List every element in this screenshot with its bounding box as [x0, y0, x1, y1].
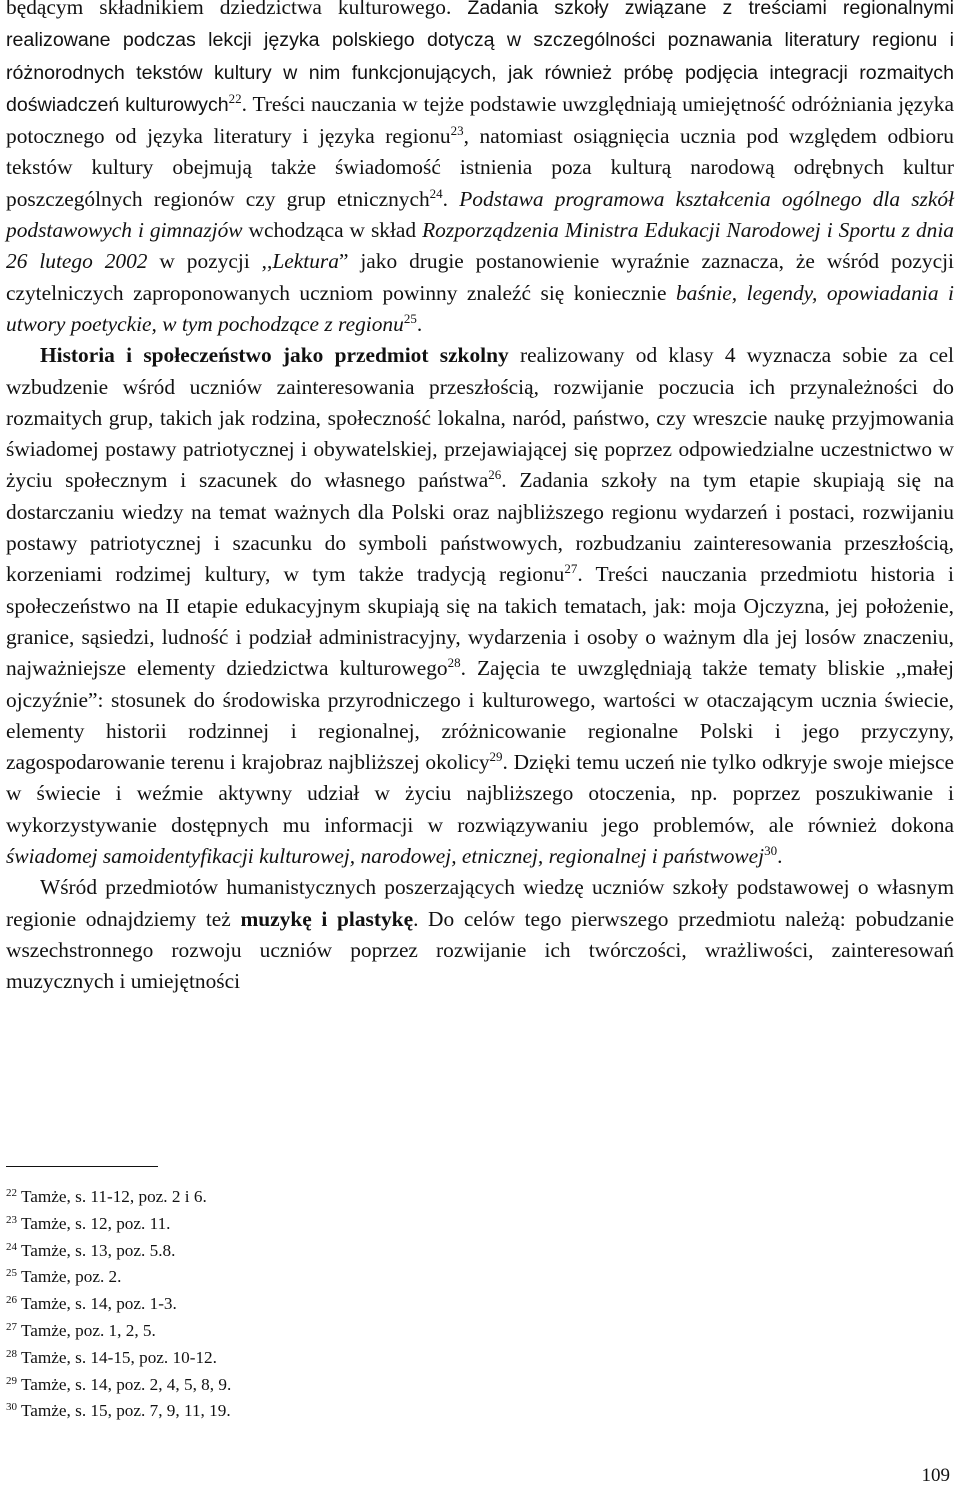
footnote-text: Tamże, poz. 2. [21, 1267, 122, 1287]
footnote-reference: 26 [488, 467, 502, 483]
text-run: . Treści nauczania przedmiotu historia i społeczeństwo na II etapie edukacyjnym skupiają się na takich tematach, jak: moja Ojczyzna, jej położenie, granice, sąsiedzi, ludność i podział administracyjny, wydarzenia i osoby o ważnym dla jej losów znaczeniu, najważniejsze elementy dziedzictwa kulturowego [6, 562, 954, 681]
footnote [6, 1345, 946, 1372]
footnote-text: Tamże, s. 14, poz. 2, 4, 5, 8, 9. [21, 1374, 232, 1394]
text-run: wchodząca w skład [242, 218, 423, 243]
footnote-text: Tamże, poz. 1, 2, 5. [21, 1320, 156, 1340]
footnote [6, 1398, 946, 1425]
footnote-reference: 27 [564, 561, 578, 577]
footnote-reference: 28 [447, 655, 461, 671]
footnote-number: 22 [6, 1187, 17, 1199]
footnotes [6, 1184, 946, 1425]
footnote-reference: 23 [450, 123, 464, 139]
page-number: 109 [921, 1465, 950, 1486]
text-run: . Dzięki temu uczeń nie tylko odkryje swoje miejsce w świecie i weźmie aktywny udział w życiu najbliższego otoczenia, np. poprzez poszukiwanie i wykorzystywanie dostępnych mu informacji w rozwiązywaniu jego problemów, ale również dokona [6, 750, 954, 837]
text-run: realizowany od klasy 4 wyznacza sobie za cel wzbudzenie wśród uczniów zainteresowania przeszłością, rozwijanie poczucia ich przynależności do rozmaitych grup, takich jak rodzina, społeczność lokalna, naród, państwo, czy wreszcie naukę przyjmowania świadomej postawy patriotycznej i obywatelskiej, przejawiającej się poprzez odpowiedzialne uczestnictwo w życiu społecznym i szacunek do własnego państwa [6, 343, 954, 493]
bold-text: Historia i społeczeństwo jako przedmiot szkolny [40, 343, 509, 368]
footnote-text: Tamże, s. 11-12, poz. 2 i 6. [21, 1187, 207, 1206]
text-run: . Zadania szkoły na tym etapie skupiają się na dostarczaniu wiedzy na temat ważnych dla Polski oraz najbliższego regionu wydarzeń i postaci, rozwijaniu postawy patriotycznej i szacunku do symboli państwowych, rozbudzaniu zainteresowania przeszłością, korzeniami rodzimej kultury, w tym także tradycją regionu [6, 468, 954, 587]
text-run: . Treści nauczania w tejże podstawie uwzględniają umiejętność odróżniania języka potocznego od języka literatury i języka regionu [6, 91, 954, 149]
text-run: w pozycji ,, [147, 249, 273, 274]
text-run: ” jako drugie postanowienie wyraźnie zaznacza, że wśród pozycji czytelniczych zaproponowanych uczniom powinny znaleźć się koniecznie [6, 249, 954, 305]
footnote [6, 1184, 946, 1211]
footnote-text: Tamże, s. 15, poz. 7, 9, 11, 19. [21, 1401, 231, 1421]
text-run: . [442, 186, 460, 211]
footnote-number: 25 [6, 1267, 17, 1280]
italic-text: Podstawa programowa kształcenia ogólnego dla szkół podstawowych i gimnazjów [6, 186, 954, 243]
footnote [6, 1264, 946, 1291]
footnote-reference: 29 [489, 749, 503, 765]
body-text [6, 0, 954, 998]
footnote [6, 1291, 946, 1318]
text-run: . Do celów tego pierwszego przedmiotu należą: pobudzanie wszechstronnego rozwoju uczniów poprzez rozwijanie ich twórczości, wrażliwości, zainteresowań muzycznych i umiejętności [6, 906, 954, 994]
paragraph [6, 340, 954, 872]
footnote [6, 1238, 946, 1265]
footnote-number: 27 [6, 1320, 17, 1333]
footnote-reference: 22 [228, 90, 242, 106]
footnote-number: 30 [6, 1401, 17, 1414]
italic-text: baśnie, legendy, opowiadania i utwory poetyckie, w tym pochodzące z regionu [6, 280, 954, 336]
footnote-reference: 24 [429, 185, 443, 201]
footnote [6, 1318, 946, 1345]
italic-text: Rozporządzenia Ministra Edukacji Narodowej i Sportu z dnia 26 lutego 2002 [6, 218, 954, 274]
footnote-number: 24 [6, 1240, 17, 1253]
footnote-text: Tamże, s. 14, poz. 1-3. [21, 1294, 177, 1314]
text-run: . [777, 844, 783, 869]
italic-text: Lektura [272, 249, 339, 274]
footnote-number: 29 [6, 1374, 17, 1387]
text-run: . [416, 311, 423, 336]
footnote [6, 1211, 946, 1238]
footnote-separator [6, 1166, 158, 1167]
paragraph [6, 872, 954, 997]
footnote-number: 28 [6, 1347, 17, 1360]
footnote-number: 23 [6, 1213, 17, 1226]
text-run: Wśród przedmiotów humanistycznych poszerzających wiedzę uczniów szkoły podstawowej o własnym regionie odnajdziemy też [6, 875, 954, 931]
text-run: , natomiast osiągnięcia ucznia pod względem odbioru tekstów kultury obejmują także świadomość istnienia poza kulturą narodową odrębnych kultur poszczególnych regionów czy grup etnicznych [6, 124, 954, 211]
footnote-number: 26 [6, 1294, 17, 1307]
bold-text: muzykę i plastykę [240, 906, 414, 931]
footnote [6, 1372, 946, 1399]
sans-text: Zadania szkoły związane z treściami regionalnymi realizowane podczas lekcji języka polskiego dotyczą w szczególności poznawania literatury regionu i różnorodnych tekstów kultury w nim funkcjonujących, jak również próbę podjęcia integracji rozmaitych doświadczeń kulturowych [6, 0, 954, 116]
footnote-text: Tamże, s. 12, poz. 11. [21, 1213, 171, 1233]
footnote-reference: 30 [764, 843, 778, 859]
footnote-text: Tamże, s. 14-15, poz. 10-12. [21, 1347, 217, 1367]
footnote-text: Tamże, s. 13, poz. 5.8. [21, 1240, 176, 1260]
paragraph [6, 0, 954, 340]
italic-text: świadomej samoidentyfikacji kulturowej, narodowej, etnicznej, regionalnej i państwowej [6, 844, 765, 869]
footnote-reference: 25 [403, 310, 417, 326]
text-run: . Zajęcia te uwzględniają także tematy bliskie ,,małej ojczyźnie”: stosunek do środowiska przyrodniczego i kulturowego, wartości w otaczającym ucznia świecie, elementy historii rodzinnej i regionalnej, zróżnicowanie regionalne Polski i jego przyczyny, zagospodarowanie terenu i krajobraz najbliższej okolicy [6, 656, 954, 775]
text-run: będącym składnikiem dziedzictwa kulturowego. [6, 0, 468, 19]
